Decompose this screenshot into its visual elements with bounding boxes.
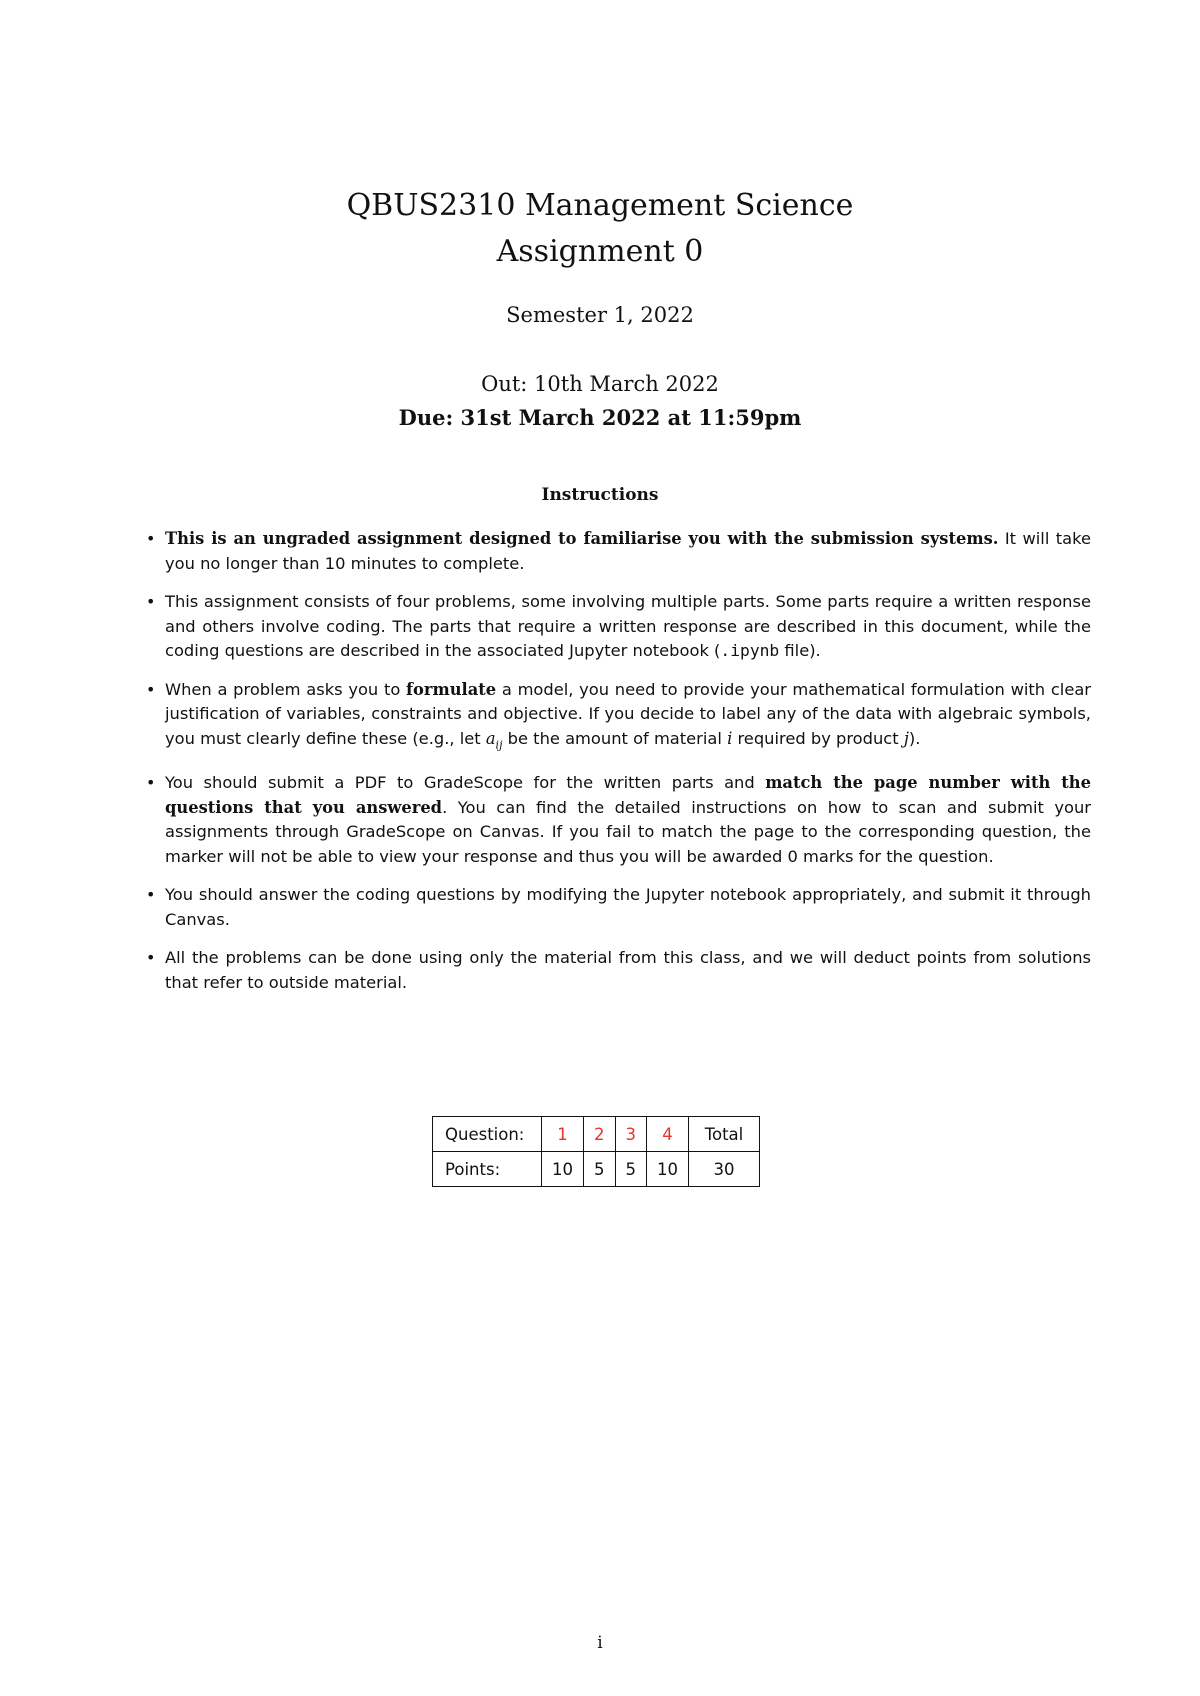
semester-line: Semester 1, 2022 bbox=[506, 303, 694, 327]
instruction-item bbox=[146, 527, 1091, 576]
instruction-bold-text: formulate bbox=[406, 679, 497, 699]
question-number-cell: 2 bbox=[584, 1117, 616, 1152]
bullet-icon: • bbox=[146, 948, 156, 968]
instruction-text-end: file). bbox=[779, 641, 821, 660]
instruction-text: It will take you no longer than 10 minutes to complete. bbox=[165, 529, 1091, 573]
question-number-cell: 3 bbox=[615, 1117, 647, 1152]
out-date: Out: 10th March 2022 bbox=[481, 372, 719, 396]
instruction-item bbox=[146, 883, 1091, 932]
bullet-icon: • bbox=[146, 592, 156, 611]
total-label-cell: Total bbox=[689, 1117, 760, 1152]
instruction-bold-text: This is an ungraded assignment designed to familiarise you with the submission systems. bbox=[165, 529, 999, 548]
points-value-cell: 5 bbox=[584, 1152, 616, 1187]
question-number-cell: 1 bbox=[542, 1117, 584, 1152]
question-number-cell: 4 bbox=[647, 1117, 689, 1152]
instructions-heading: Instructions bbox=[541, 485, 659, 505]
table-row-points bbox=[433, 1152, 760, 1187]
bullet-icon: • bbox=[146, 679, 156, 699]
points-label-cell: Points: bbox=[433, 1152, 542, 1187]
file-extension: .ipynb bbox=[720, 641, 780, 660]
instruction-item bbox=[146, 590, 1091, 664]
math-symbol-a: a bbox=[485, 728, 496, 748]
page-number: i bbox=[597, 1633, 603, 1653]
instruction-text: All the problems can be done using only the material from this class, and we will deduct points from solutions that refer to outside material. bbox=[165, 948, 1091, 992]
math-symbol-j: j bbox=[903, 728, 909, 748]
instruction-text-end: ). bbox=[908, 728, 921, 748]
bullet-icon: • bbox=[146, 529, 156, 548]
instruction-item bbox=[146, 678, 1091, 758]
points-value-cell: 10 bbox=[647, 1152, 689, 1187]
math-symbol-i: i bbox=[727, 728, 733, 748]
instruction-text: a model, you need to provide your mathematical formulation with clear justification of variables, constraints and objective. If you decide to label any of the data with algebraic symbols, you must clearly define these (e.g., let bbox=[165, 679, 1092, 748]
instruction-bold-text: match the page number with the questions that you answered bbox=[165, 773, 1091, 817]
instruction-item bbox=[146, 771, 1091, 869]
assignment-title: Assignment 0 bbox=[496, 234, 704, 269]
bullet-icon: • bbox=[146, 885, 156, 905]
math-subscript-ij: ij bbox=[495, 737, 503, 751]
course-title: QBUS2310 Management Science bbox=[346, 188, 854, 223]
instruction-text: When a problem asks you to bbox=[165, 679, 407, 699]
instructions-list bbox=[146, 527, 1091, 1009]
title-block bbox=[0, 183, 1200, 275]
points-table bbox=[432, 1116, 760, 1187]
instruction-text: be the amount of material bbox=[502, 728, 728, 748]
points-value-cell: 5 bbox=[615, 1152, 647, 1187]
instruction-item bbox=[146, 946, 1091, 995]
instruction-text: required by product bbox=[732, 728, 904, 748]
bullet-icon: • bbox=[146, 773, 156, 793]
question-label-cell: Question: bbox=[433, 1117, 542, 1152]
points-value-cell: 10 bbox=[542, 1152, 584, 1187]
instruction-text: You should submit a PDF to GradeScope for the written parts and bbox=[165, 773, 766, 793]
due-date: Due: 31st March 2022 at 11:59pm bbox=[398, 405, 802, 430]
total-value-cell: 30 bbox=[689, 1152, 760, 1187]
instruction-text: You should answer the coding questions by modifying the Jupyter notebook appropriately, and submit it through Canvas. bbox=[165, 885, 1091, 929]
instruction-text: This assignment consists of four problems, some involving multiple parts. Some parts require a written response and others involve coding. The parts that require a written response are described in this document, while the coding questions are described in the associated Jupyter notebook ( bbox=[165, 592, 1091, 660]
instruction-text: . You can find the detailed instructions on how to scan and submit your assignments through GradeScope on Canvas. If you fail to match the page to the corresponding question, the marker will not be able to view your response and thus you will be awarded 0 marks for the question. bbox=[165, 797, 1091, 866]
table-row-questions bbox=[433, 1117, 760, 1152]
